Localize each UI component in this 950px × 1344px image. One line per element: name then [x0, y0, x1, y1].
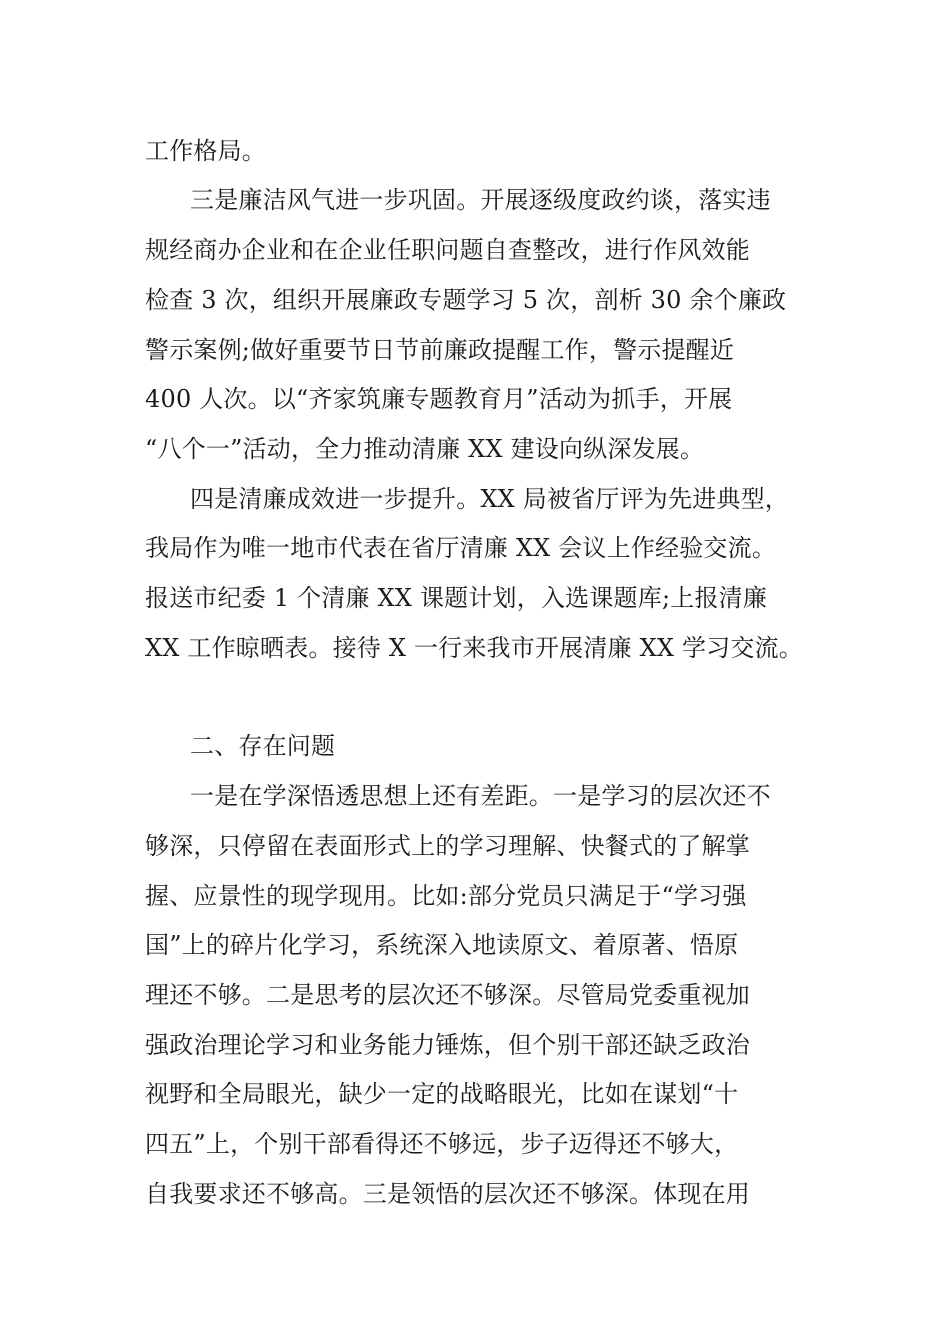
text-line: 视野和全局眼光，缺少一定的战略眼光，比如在谋划“十: [145, 1080, 739, 1108]
section-heading: 二、存在问题: [190, 732, 336, 760]
text-line: 检查 3 次，组织开展廉政专题学习 5 次，剖析 30 余个廉政: [145, 286, 787, 314]
paragraph-first-line: 三是廉洁风气进一步巩固。开展逐级度政约谈，落实违: [190, 186, 771, 214]
text-line: 400 人次。以“齐家筑廉专题教育月”活动为抓手，开展: [145, 385, 733, 413]
text-line: XX 工作晾晒表。接待 X 一行来我市开展清廉 XX 学习交流。: [145, 634, 803, 662]
paragraph-first-line: 四是清廉成效进一步提升。XX 局被省厅评为先进典型，: [190, 485, 789, 513]
text-line: 警示案例;做好重要节日节前廉政提醒工作，警示提醒近: [145, 336, 735, 364]
text-line: 理还不够。二是思考的层次还不够深。尽管局党委重视加: [145, 981, 750, 1009]
text-line: 够深，只停留在表面形式上的学习理解、快餐式的了解掌: [145, 832, 750, 860]
text-line: 我局作为唯一地市代表在省厅清廉 XX 会议上作经验交流。: [145, 534, 777, 562]
text-line: 四五”上，个别干部看得还不够远，步子迈得还不够大，: [145, 1130, 739, 1158]
text-line: 国”上的碎片化学习，系统深入地读原文、着原著、悟原: [145, 931, 739, 959]
text-line: 报送市纪委 1 个清廉 XX 课题计划，入选课题库;上报清廉: [145, 584, 768, 612]
text-line: 强政治理论学习和业务能力锤炼，但个别干部还缺乏政治: [145, 1031, 750, 1059]
text-line: 握、应景性的现学现用。比如:部分党员只满足于“学习强: [145, 882, 747, 910]
text-line: “八个一”活动，全力推动清廉 XX 建设向纵深发展。: [145, 435, 705, 463]
text-line: 规经商办企业和在企业任职问题自查整改，进行作风效能: [145, 236, 750, 264]
paragraph-first-line: 一是在学深悟透思想上还有差距。一是学习的层次还不: [190, 782, 771, 810]
text-line: 工作格局。: [145, 137, 266, 165]
text-line: 自我要求还不够高。三是领悟的层次还不够深。体现在用: [145, 1180, 750, 1208]
